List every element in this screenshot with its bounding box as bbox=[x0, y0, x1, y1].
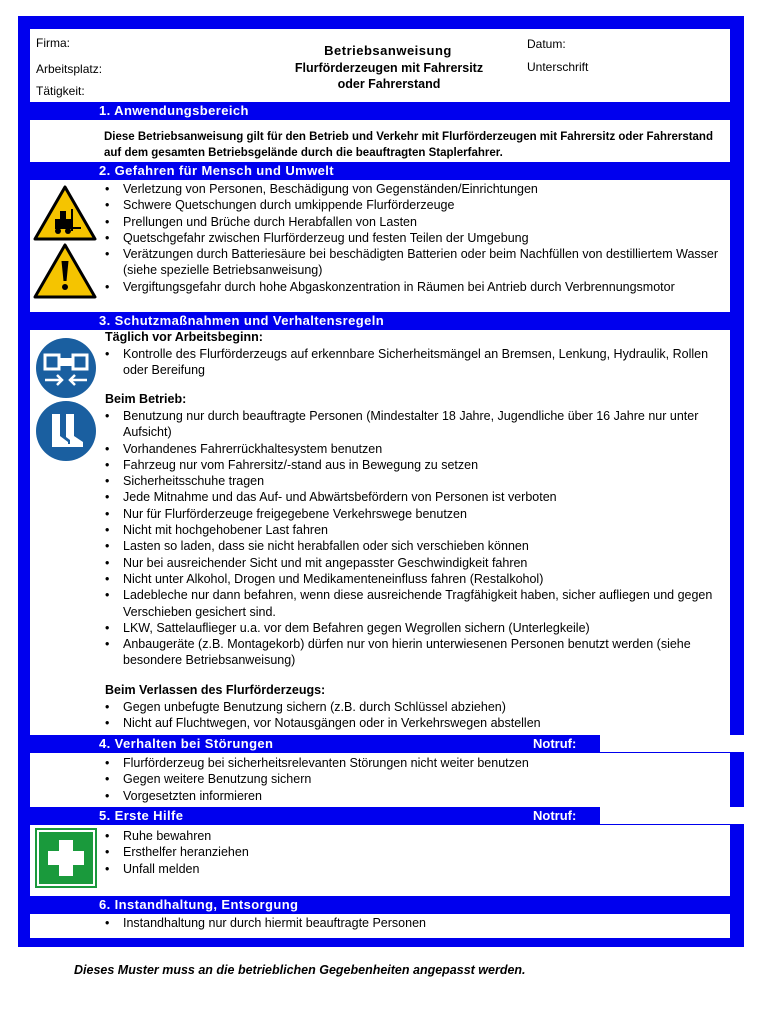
section-3-list-operation bbox=[104, 408, 730, 669]
list-item: • Jede Mitnahme und das Auf- und Abwärtsbefördern von Personen ist verboten bbox=[104, 489, 730, 505]
document-title: Betriebsanweisung bbox=[324, 43, 452, 58]
list-item: • Benutzung nur durch beauftragte Personen (Mindestalter 18 Jahre, Jugendliche über 16 Jahre nur unter Aufsicht) bbox=[104, 408, 730, 441]
section-6-bar bbox=[30, 896, 730, 914]
list-item: • Lasten so laden, dass sie nicht herabfallen oder sich verschieben können bbox=[104, 538, 730, 554]
section-3-list-daily bbox=[104, 346, 730, 379]
list-item: • Nicht unter Alkohol, Drogen und Medikamenteneinfluss fahren (Restalkohol) bbox=[104, 571, 730, 587]
section-5-bar bbox=[30, 807, 730, 825]
list-item: • Ladebleche nur dann befahren, wenn diese ausreichende Tragfähigkeit haben, sicher aufliegen und gegen Verschieben gesichert sind. bbox=[104, 587, 730, 620]
section-3-heading: 3. Schutzmaßnahmen und Verhaltensregeln bbox=[99, 313, 385, 328]
section-3-sub-leaving: Beim Verlassen des Flurförderzeugs: bbox=[105, 683, 326, 697]
list-item: • Verätzungen durch Batteriesäure bei beschädigten Batterien oder beim Nachfüllen von destilliertem Wasser (siehe spezielle Betriebsanweisung) bbox=[104, 246, 730, 279]
arbeitsplatz-label: Arbeitsplatz: bbox=[36, 62, 103, 76]
list-item: • Kontrolle des Flurförderzeugs auf erkennbare Sicherheitsmängel an Bremsen, Lenkung, Hydraulik, Rollen oder Bereifung bbox=[104, 346, 730, 379]
section-1-heading: 1. Anwendungsbereich bbox=[99, 103, 249, 118]
section-5-notruf-label: Notruf: bbox=[533, 808, 577, 823]
section-2-list bbox=[104, 181, 730, 295]
general-warning-icon bbox=[33, 243, 97, 299]
list-item: • Flurförderzeug bei sicherheitsrelevanten Störungen nicht weiter benutzen bbox=[104, 755, 730, 771]
list-item: • Sicherheitsschuhe tragen bbox=[104, 473, 730, 489]
list-item: • Schwere Quetschungen durch umkippende Flurförderzeuge bbox=[104, 197, 730, 213]
list-item: • LKW, Sattelauflieger u.a. vor dem Befahren gegen Wegrollen sichern (Unterlegkeile) bbox=[104, 620, 730, 636]
section-4-notruf-field[interactable] bbox=[600, 735, 744, 753]
section-5-notruf-field[interactable] bbox=[600, 807, 744, 825]
list-item: • Fahrzeug nur vom Fahrersitz/-stand aus in Bewegung zu setzen bbox=[104, 457, 730, 473]
section-2-bar bbox=[30, 162, 730, 180]
list-item: • Ersthelfer heranziehen bbox=[104, 844, 730, 860]
list-item: • Instandhaltung nur durch hiermit beauftragte Personen bbox=[104, 915, 730, 931]
subtitle-line-2: oder Fahrerstand bbox=[337, 77, 441, 91]
list-item: • Unfall melden bbox=[104, 861, 730, 877]
safety-boots-mandatory-icon bbox=[35, 400, 97, 462]
section-1-text: Diese Betriebsanweisung gilt für den Betrieb und Verkehr mit Flurförderzeugen mit Fahrersitz oder Fahrerstand auf dem gesamten Betriebsgelände durch die beauftragten Staplerfahrer. bbox=[104, 131, 713, 159]
section-4-heading: 4. Verhalten bei Störungen bbox=[99, 736, 274, 751]
section-5-list bbox=[104, 828, 730, 877]
section-6-list bbox=[104, 915, 730, 931]
taetigkeit-label: Tätigkeit: bbox=[36, 84, 85, 98]
first-aid-icon bbox=[35, 828, 97, 888]
section-3-sub-daily: Täglich vor Arbeitsbeginn: bbox=[105, 330, 263, 344]
section-3-bar bbox=[30, 312, 730, 330]
list-item: • Gegen unbefugte Benutzung sichern (z.B. durch Schlüssel abziehen) bbox=[104, 699, 730, 715]
list-item: • Verletzung von Personen, Beschädigung von Gegenständen/Einrichtungen bbox=[104, 181, 730, 197]
section-2-heading: 2. Gefahren für Mensch und Umwelt bbox=[99, 163, 334, 178]
list-item: • Nicht mit hochgehobener Last fahren bbox=[104, 522, 730, 538]
section-4-bar bbox=[30, 735, 730, 753]
footer-note: Dieses Muster muss an die betrieblichen Gegebenheiten angepasst werden. bbox=[74, 963, 526, 977]
document-subtitle bbox=[265, 60, 513, 92]
list-item: • Anbaugeräte (z.B. Montagekorb) dürfen nur von hierin unterwiesenen Personen benutzt werden (siehe besondere Betriebsanweisung) bbox=[104, 636, 730, 669]
unterschrift-label: Unterschrift bbox=[527, 60, 589, 74]
list-item: • Nicht auf Fluchtwegen, vor Notausgängen oder in Verkehrswegen abstellen bbox=[104, 715, 730, 731]
section-1-bar bbox=[30, 102, 730, 120]
list-item: • Vorgesetzten informieren bbox=[104, 788, 730, 804]
subtitle-line-1: Flurförderzeugen mit Fahrersitz bbox=[294, 61, 484, 75]
section-4-list bbox=[104, 755, 730, 804]
section-3-sub-operation: Beim Betrieb: bbox=[105, 392, 187, 406]
list-item: • Gegen weitere Benutzung sichern bbox=[104, 771, 730, 787]
list-item: • Nur bei ausreichender Sicht und mit angepasster Geschwindigkeit fahren bbox=[104, 555, 730, 571]
list-item: • Ruhe bewahren bbox=[104, 828, 730, 844]
datum-label: Datum: bbox=[527, 37, 566, 51]
list-item: • Vergiftungsgefahr durch hohe Abgaskonzentration in Räumen bei Antrieb durch Verbrennungsmotor bbox=[104, 279, 730, 295]
list-item: • Quetschgefahr zwischen Flurförderzeug und festen Teilen der Umgebung bbox=[104, 230, 730, 246]
section-4-notruf-label: Notruf: bbox=[533, 736, 577, 751]
forklift-warning-icon bbox=[33, 185, 97, 241]
firma-label: Firma: bbox=[36, 36, 70, 50]
section-6-heading: 6. Instandhaltung, Entsorgung bbox=[99, 897, 299, 912]
section-5-heading: 5. Erste Hilfe bbox=[99, 808, 184, 823]
list-item: • Vorhandenes Fahrerrückhaltesystem benutzen bbox=[104, 441, 730, 457]
list-item: • Prellungen und Brüche durch Herabfallen von Lasten bbox=[104, 214, 730, 230]
seatbelt-mandatory-icon bbox=[35, 337, 97, 399]
section-3-list-leaving bbox=[104, 699, 730, 732]
list-item: • Nur für Flurförderzeuge freigegebene Verkehrswege benutzen bbox=[104, 506, 730, 522]
